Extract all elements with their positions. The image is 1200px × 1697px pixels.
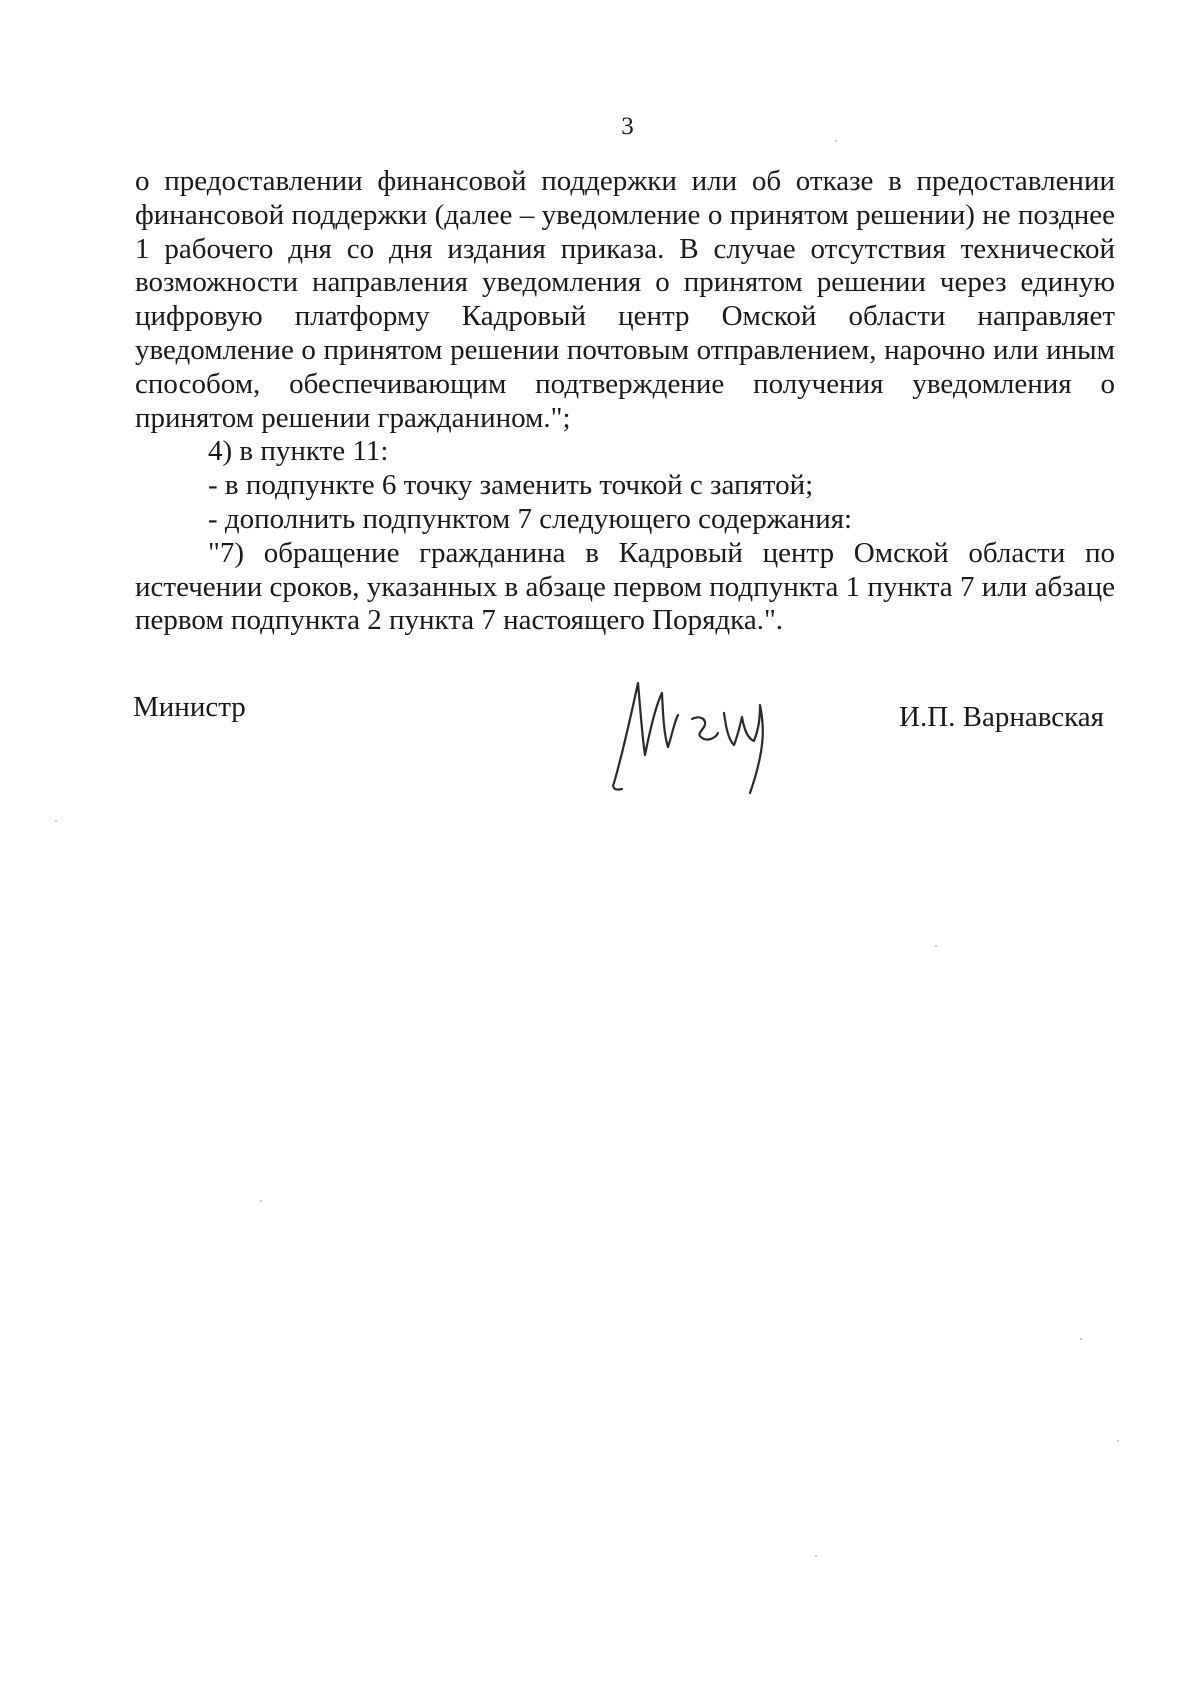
paragraph-item-4: 4) в пункте 11: <box>208 435 389 468</box>
paragraph-continuation: о предоставлении финансовой поддержки или об отказе в предоставлении финансовой поддержки (далее – уведомление о принятом решении) не позднее 1 рабочего дня со дня издания приказа. В случае отсутствия технической возможности направления уведомления о принятом решении через единую цифровую платформу Кадровый центр Омской области направляет уведомление о принятом решении почтовым отправлением, нарочно или иным способом, обеспечивающим подтверждение получения уведомления о принятом решении гражданином."; <box>135 165 1115 434</box>
scan-speck <box>935 945 937 947</box>
scan-speck <box>835 140 837 142</box>
paragraph-subitem-7-intro: - дополнить подпунктом 7 следующего содержания: <box>208 502 853 535</box>
scan-speck <box>1080 1338 1082 1340</box>
page-number: 3 <box>621 113 634 140</box>
signatory-name: И.П. Варнавская <box>899 701 1104 733</box>
scan-speck <box>1117 1440 1119 1442</box>
paragraph-subitem-7-text: "7) обращение гражданина в Кадровый центр Омской области по истечении сроков, указанных в абзаце первом подпункта 1 пункта 7 или абзаце первом подпункта 2 пункта 7 настоящего Порядка.". <box>135 536 1115 637</box>
scan-speck <box>55 820 57 822</box>
paragraph-subitem-6: - в подпункте 6 точку заменить точкой с запятой; <box>208 469 814 502</box>
scan-speck <box>815 1555 817 1557</box>
handwritten-signature <box>600 675 780 795</box>
scan-speck <box>260 1200 262 1202</box>
document-body <box>135 165 1115 638</box>
signatory-role: Министр <box>133 691 246 723</box>
